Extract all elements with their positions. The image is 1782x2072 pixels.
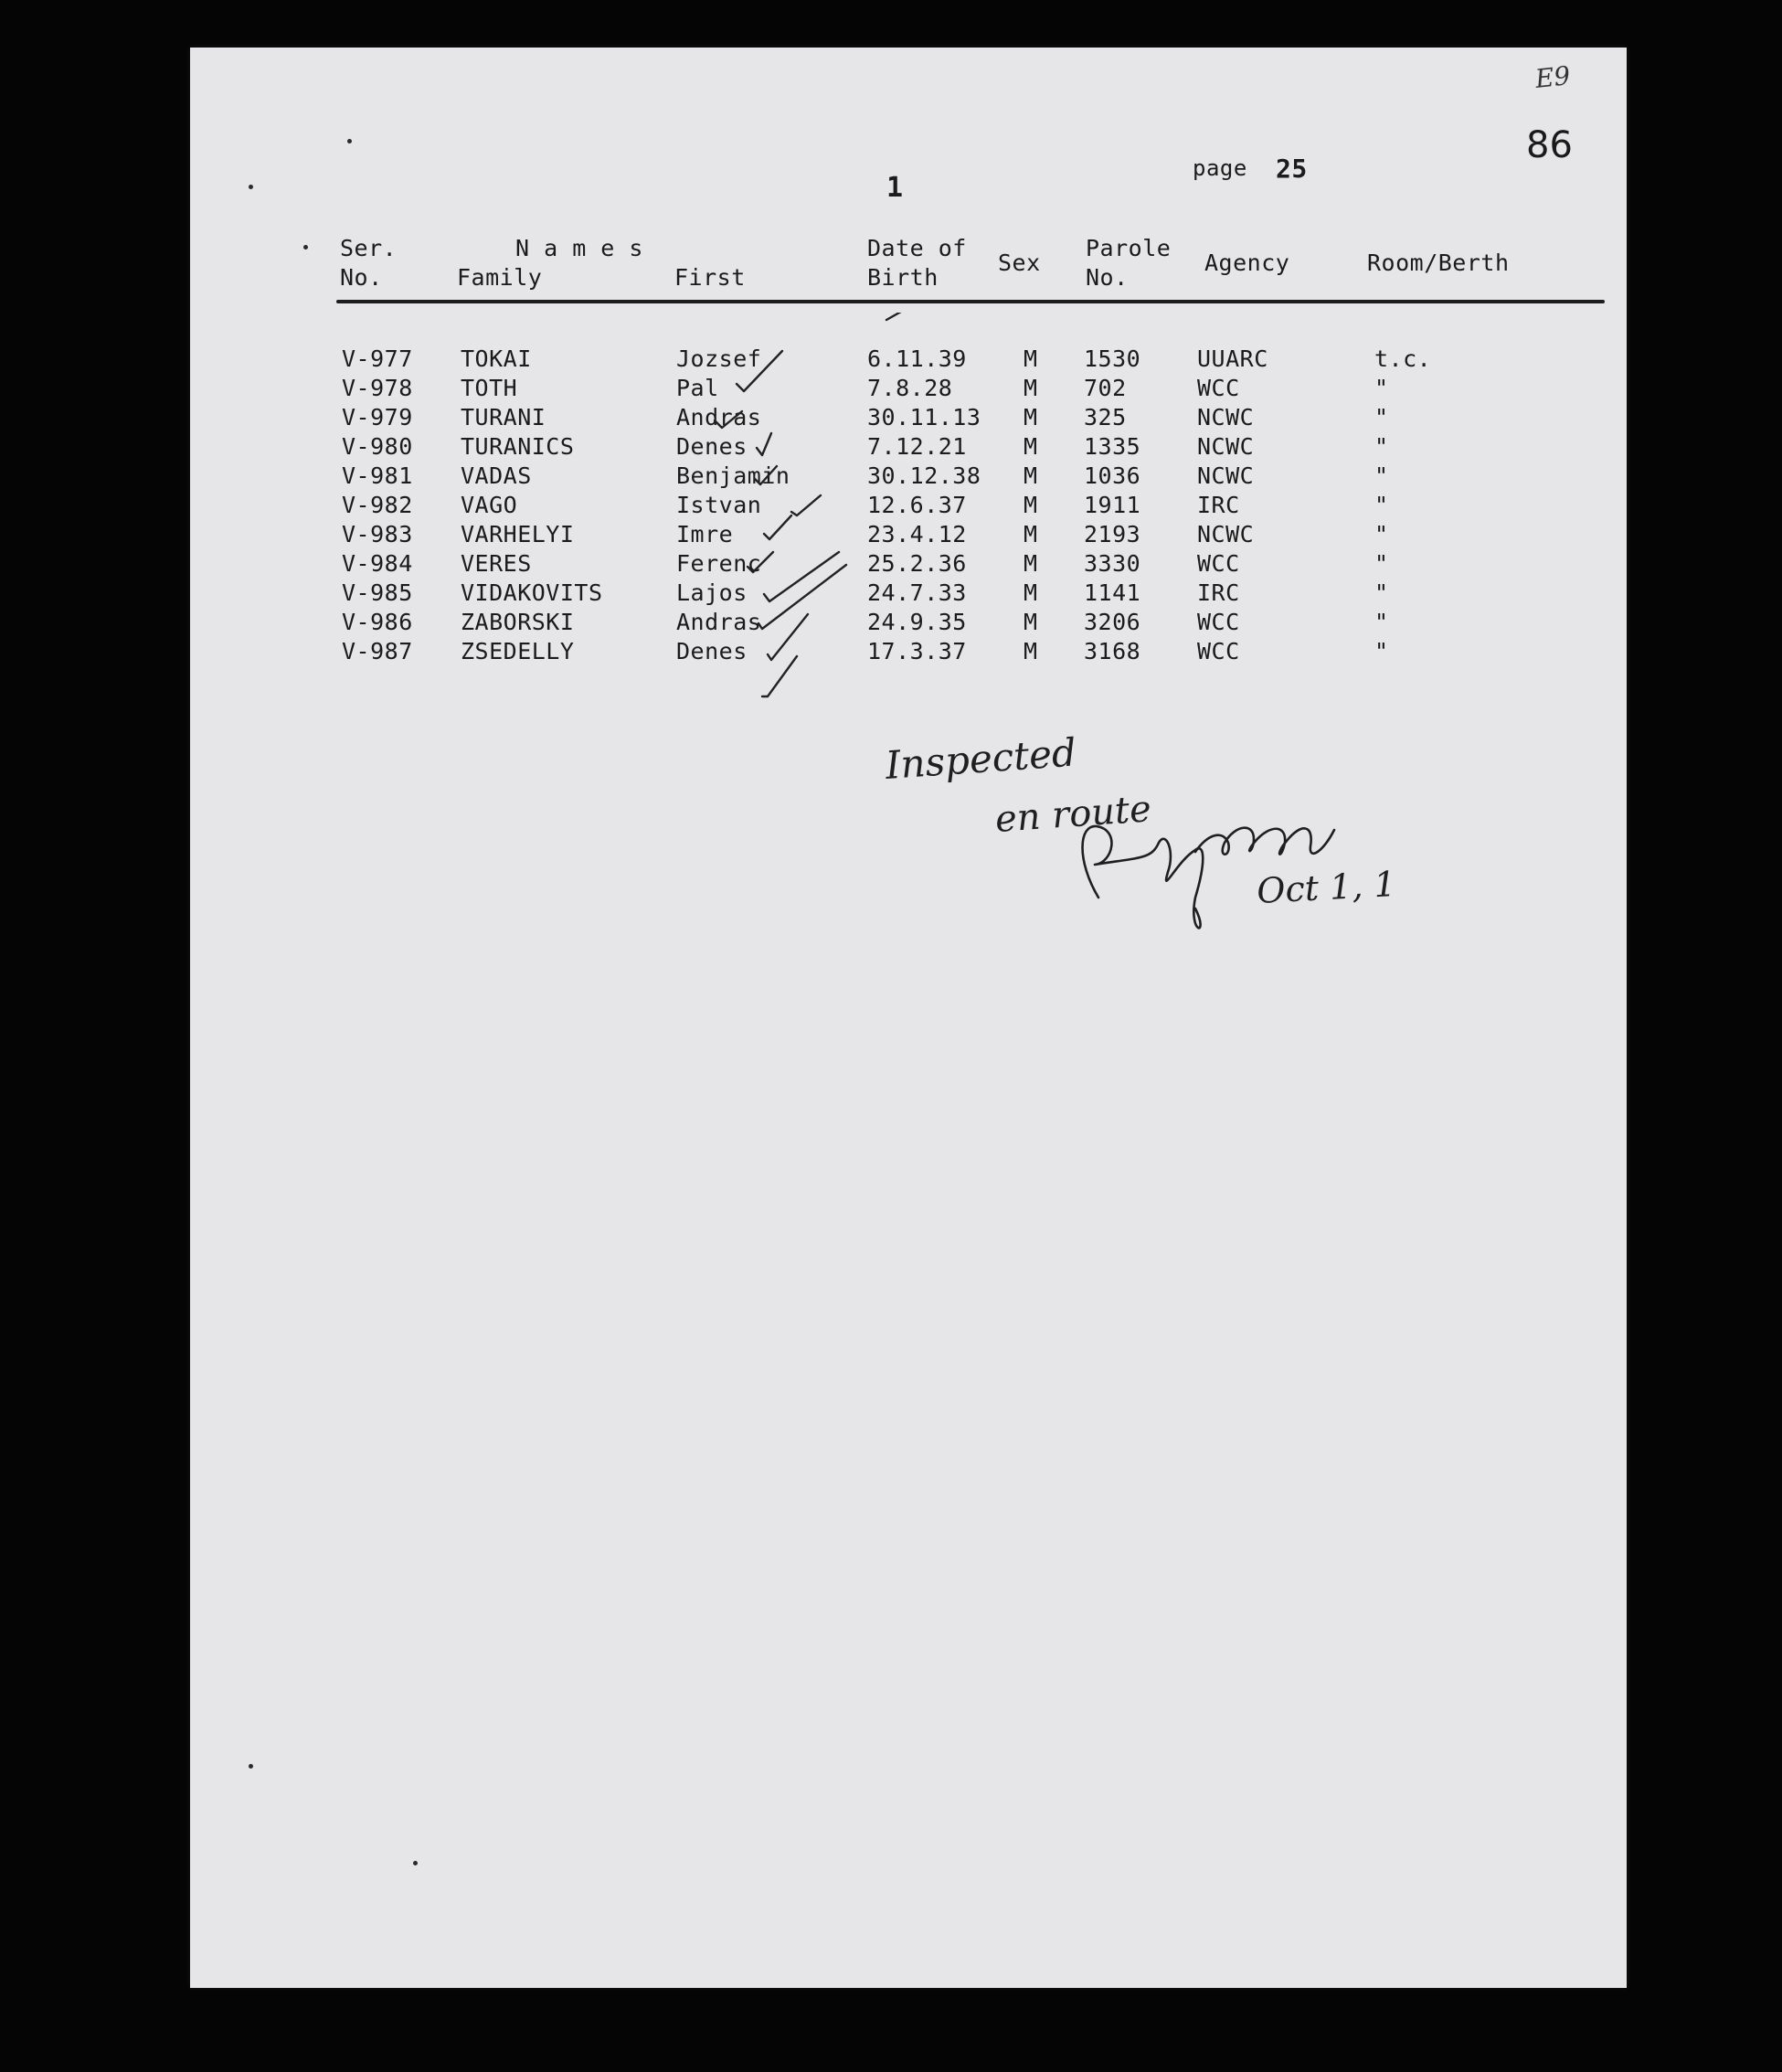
cell-sex: M [1024, 404, 1038, 430]
cell-parole: 1911 [1084, 492, 1141, 518]
cell-dob: 12.6.37 [867, 492, 967, 518]
cell-room: " [1374, 521, 1389, 547]
cell-agency: WCC [1197, 375, 1240, 401]
handwritten-en-route: en route [993, 788, 1153, 841]
cell-room: " [1374, 579, 1389, 606]
header-dob-line1: Date of [867, 235, 967, 261]
corner-pencil-mark: E9 [1533, 60, 1572, 94]
cell-first: Imre [676, 521, 734, 547]
cell-sex: M [1024, 492, 1038, 518]
page-label: page [1193, 155, 1247, 181]
cell-ser-no: V-982 [342, 492, 413, 518]
page-number: 25 [1276, 154, 1308, 184]
sheet-tick-mark: 1 [886, 172, 904, 204]
cell-ser-no: V-986 [342, 609, 413, 635]
cell-ser-no: V-980 [342, 433, 413, 460]
header-first: First [674, 264, 746, 291]
cell-dob: 6.11.39 [867, 345, 967, 372]
header-dob [867, 234, 967, 292]
header-names: N a m e s [515, 235, 643, 261]
cell-sex: M [1024, 375, 1038, 401]
cell-room: " [1374, 550, 1389, 577]
cell-ser-no: V-978 [342, 375, 413, 401]
cell-parole: 1036 [1084, 462, 1141, 489]
cell-first: Jozsef [676, 345, 762, 372]
cell-room: " [1374, 375, 1389, 401]
cell-sex: M [1024, 521, 1038, 547]
cell-agency: WCC [1197, 550, 1240, 577]
cell-first: Andras [676, 404, 762, 430]
cell-family: VADAS [461, 462, 532, 489]
cell-dob: 7.12.21 [867, 433, 967, 460]
cell-ser-no: V-977 [342, 345, 413, 372]
cell-room: " [1374, 492, 1389, 518]
cell-first: Pal [676, 375, 719, 401]
cell-agency: NCWC [1197, 404, 1255, 430]
handwritten-annotation [684, 313, 1469, 952]
cell-family: TOKAI [461, 345, 532, 372]
cell-first: Andras [676, 609, 762, 635]
cell-dob: 30.11.13 [867, 404, 981, 430]
cell-parole: 1335 [1084, 433, 1141, 460]
cell-ser-no: V-979 [342, 404, 413, 430]
cell-room: " [1374, 638, 1389, 664]
check-mark-icon [715, 411, 742, 428]
cell-agency: UUARC [1197, 345, 1268, 372]
handwritten-date: Oct 1, 1 [1256, 864, 1397, 911]
cell-parole: 702 [1084, 375, 1127, 401]
header-room-berth: Room/Berth [1367, 250, 1510, 276]
cell-family: TURANI [461, 404, 546, 430]
header-parole-line1: Parole [1086, 235, 1172, 261]
cell-agency: NCWC [1197, 521, 1255, 547]
check-mark-icon [886, 313, 928, 320]
cell-sex: M [1024, 462, 1038, 489]
cell-parole: 3330 [1084, 550, 1141, 577]
sheet-number: 86 [1526, 124, 1573, 166]
cell-family: VERES [461, 550, 532, 577]
cell-agency: WCC [1197, 638, 1240, 664]
cell-agency: NCWC [1197, 433, 1255, 460]
cell-dob: 25.2.36 [867, 550, 967, 577]
cell-family: ZSEDELLY [461, 638, 575, 664]
cell-family: VIDAKOVITS [461, 579, 603, 606]
cell-agency: IRC [1197, 492, 1240, 518]
check-mark-icon [758, 565, 846, 629]
header-ser [340, 234, 397, 292]
cell-room: " [1374, 404, 1389, 430]
cell-family: VARHELYI [461, 521, 575, 547]
check-mark-icon [764, 552, 839, 601]
header-sex: Sex [998, 250, 1041, 276]
check-mark-icon [757, 433, 771, 455]
cell-ser-no: V-981 [342, 462, 413, 489]
check-mark-icon [748, 552, 773, 572]
cell-first: Denes [676, 638, 748, 664]
cell-room: " [1374, 609, 1389, 635]
cell-dob: 30.12.38 [867, 462, 981, 489]
ink-speck [249, 185, 253, 189]
cell-parole: 2193 [1084, 521, 1141, 547]
cell-family: TOTH [461, 375, 518, 401]
header-parole-line2: No. [1086, 264, 1129, 291]
header-ser-line2: No. [340, 264, 383, 291]
cell-agency: NCWC [1197, 462, 1255, 489]
cell-dob: 24.7.33 [867, 579, 967, 606]
header-family: Family [457, 264, 543, 291]
cell-sex: M [1024, 609, 1038, 635]
cell-sex: M [1024, 345, 1038, 372]
cell-first: Istvan [676, 492, 762, 518]
ink-speck [413, 1861, 418, 1865]
cell-ser-no: V-983 [342, 521, 413, 547]
cell-parole: 1141 [1084, 579, 1141, 606]
cell-ser-no: V-984 [342, 550, 413, 577]
header-rule [336, 300, 1605, 303]
header-ser-line1: Ser. [340, 235, 398, 261]
cell-agency: IRC [1197, 579, 1240, 606]
cell-first: Lajos [676, 579, 748, 606]
ink-speck [249, 1764, 253, 1769]
cell-sex: M [1024, 550, 1038, 577]
cell-first: Benjamin [676, 462, 790, 489]
header-agency: Agency [1204, 250, 1290, 276]
ink-speck [347, 139, 352, 143]
header-parole [1086, 234, 1171, 292]
cell-sex: M [1024, 579, 1038, 606]
check-mark-icon [755, 466, 777, 484]
cell-parole: 1530 [1084, 345, 1141, 372]
check-mark-icon [764, 515, 791, 539]
cell-dob: 7.8.28 [867, 375, 953, 401]
cell-sex: M [1024, 433, 1038, 460]
cell-parole: 3168 [1084, 638, 1141, 664]
cell-dob: 24.9.35 [867, 609, 967, 635]
check-mark-icon [737, 351, 782, 391]
cell-first: Ferenc [676, 550, 762, 577]
cell-family: ZABORSKI [461, 609, 575, 635]
cell-ser-no: V-985 [342, 579, 413, 606]
cell-room: " [1374, 462, 1389, 489]
cell-first: Denes [676, 433, 748, 460]
ink-speck [303, 245, 308, 250]
cell-agency: WCC [1197, 609, 1240, 635]
cell-ser-no: V-987 [342, 638, 413, 664]
document-sheet [190, 48, 1627, 1988]
check-mark-icon [791, 495, 821, 515]
cell-family: TURANICS [461, 433, 575, 460]
cell-sex: M [1024, 638, 1038, 664]
check-mark-icon [762, 656, 797, 696]
cell-family: VAGO [461, 492, 518, 518]
cell-room: " [1374, 433, 1389, 460]
cell-parole: 3206 [1084, 609, 1141, 635]
header-dob-line2: Birth [867, 264, 939, 291]
cell-dob: 17.3.37 [867, 638, 967, 664]
handwritten-inspected: Inspected [884, 729, 1078, 788]
cell-parole: 325 [1084, 404, 1127, 430]
cell-room: t.c. [1374, 345, 1432, 372]
cell-dob: 23.4.12 [867, 521, 967, 547]
